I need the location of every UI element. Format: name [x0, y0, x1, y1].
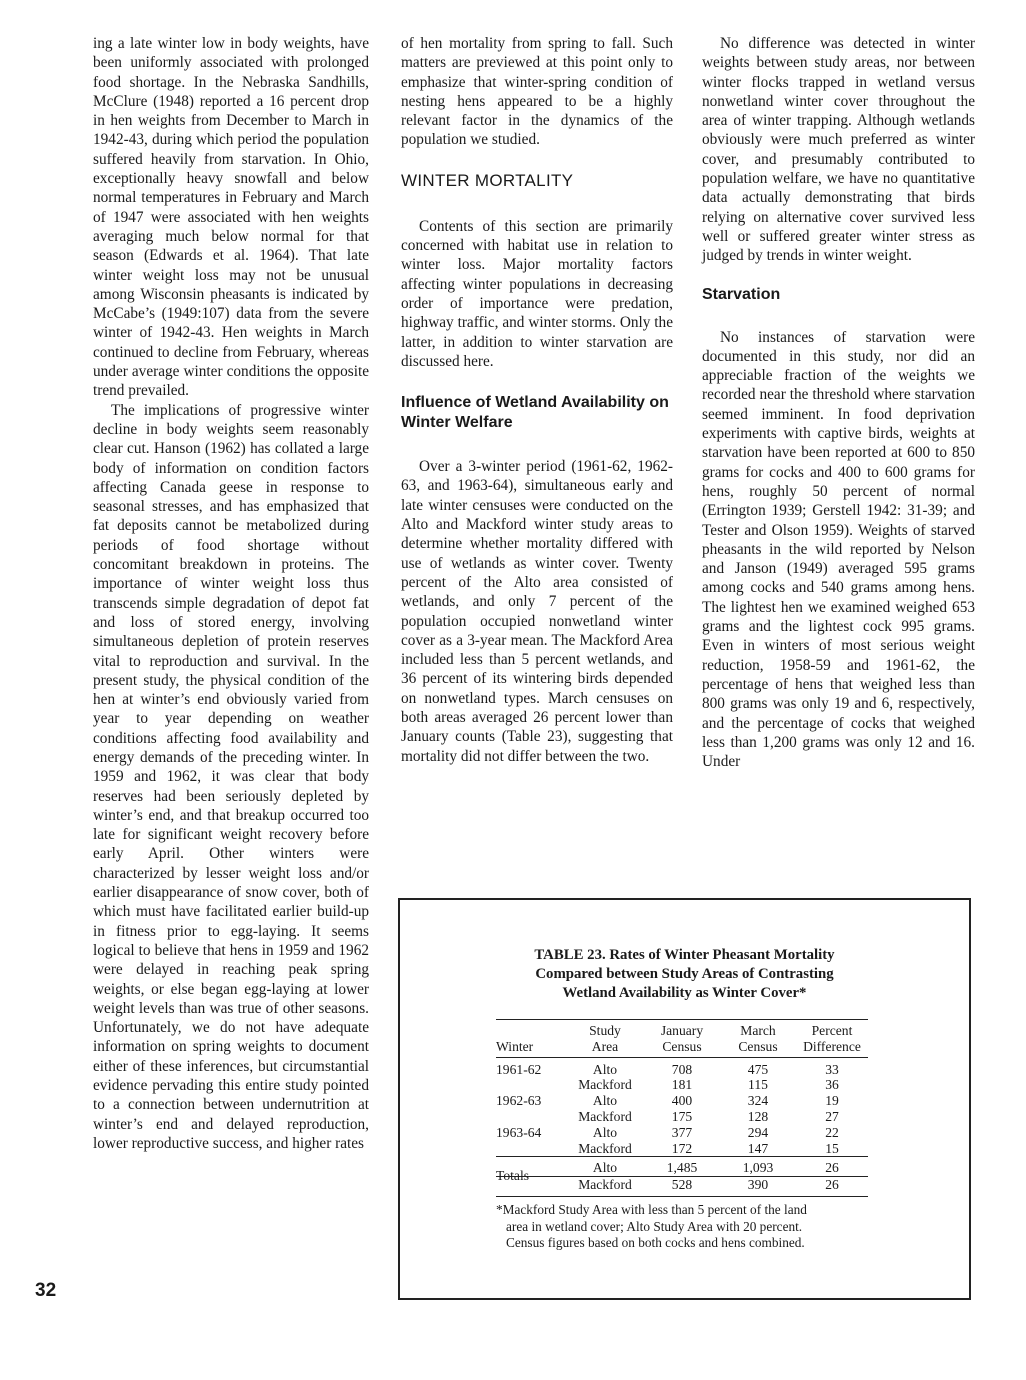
page-number: 32 — [35, 1280, 57, 1301]
cell-january: 528 — [671, 1177, 693, 1193]
totals-label: Totals — [496, 1168, 530, 1184]
table-row — [496, 1141, 868, 1157]
cell-january: 708 — [671, 1061, 693, 1077]
paragraph: No instances of starvation were documented in this study, nor did an appreciable fraction of the weights we recorded near the threshold where starvation seemed imminent. In food deprivation experiments with captive birds, weights at starvation have been reported at 600 to 850 grams for cocks and 400 to 600 grams for hens, roughly 50 percent of normal (Errington 1939; Gerstell 1942: 31-39; and Tester and Olson 1959). Weights of starved pheasants in the wild reported by Nelson and Janson (1949) averaged 595 grams among cocks and 540 grams among hens. The lightest hen we examined weighed 653 grams and the lightest cock 995 grams. Even in winters of most serious weight reduction, 1958-59 and 1961-62, the percentage of hens that weighed less than 800 grams was only 19 and 6, respectively, and the percentage of cocks that weighed less than 1,200 grams was only 12 and 16. Under — [702, 328, 975, 771]
cell-march: 147 — [747, 1140, 769, 1156]
table-row — [496, 1093, 868, 1109]
text-column-left — [93, 34, 369, 1153]
subsection-heading: Starvation — [702, 285, 781, 303]
cell-january: 181 — [671, 1077, 693, 1093]
paragraph: Contents of this section are primarily concerned with habitat use in relation to winter loss. Major mortality factors affecting winter populations in decreasing order of importance were predation, highway traffic, and winter storms. Only the latter, in addition to winter starvation are discussed here. — [401, 217, 673, 370]
cell-winter: 1961-62 — [496, 1061, 542, 1077]
table-footnote — [496, 1202, 868, 1252]
cell-march: 390 — [747, 1177, 769, 1193]
header-march-census: March Census — [738, 1023, 778, 1054]
header-january-census: January Census — [660, 1023, 704, 1054]
cell-winter: 1963-64 — [496, 1124, 542, 1140]
paragraph: Over a 3-winter period (1961-62, 1962-63, and 1963-64), simultaneous early and late winter censuses were conducted on the Alto and Mackford winter study areas to determine whether mortality differed with use of wetlands as winter cover. Twenty percent of the Alto area consisted of wetlands, and only 7 percent of the population occupied nonwetland winter cover as a 3-year mean. The Mackford Area included less than 5 percent wetlands, and 36 percent of its wintering birds depended on nonwetland types. March censuses on both areas averaged 26 percent lower than January counts (Table 23), suggesting that mortality did not differ between the two. — [401, 458, 673, 765]
table-row — [496, 1057, 868, 1077]
cell-percent: 27 — [825, 1108, 839, 1124]
text-column-right — [702, 34, 975, 771]
cell-march: 1,093 — [742, 1160, 774, 1176]
cell-march: 324 — [747, 1093, 769, 1109]
paragraph: The implications of progressive winter decline in body weights seem reasonably clear cut. Hanson (1962) has collated a large body of information on condition factors affecting Canada geese in response to seasonal stresses, and has emphasized that fat deposits cannot be metabolized during periods of food shortage without concomitant breakdown in proteins. The importance of winter weight loss thus transcends simple degradation of depot fat and loss of stored energy, involving simultaneous depletion of protein reserves vital to reproduction and survival. In the present study, the physical condition of the hen at winter’s end obviously varied from year to year depending on weather conditions affecting food availability and energy demands of the preceding winter. In 1959 and 1962, it was clear that body reserves had been seriously depleted by winter’s end, and that breakup occurred too late for significant weight recovery before early April. Other winters were characterized by lesser weight loss and/or earlier disappearance of snow cover, both of which must have facilitated earlier build-up in fitness prior to egg-laying. It seems logical to believe that hens in 1959 and 1962 were delayed in reaching peak spring weights, or else began egg-laying at lower weight levels than was true of other seasons. Unfortunately, we do not have adequate information on spring weights to document either of these inferences, but circumstantial evidence pervading this entire study pointed to a connection between undernutrition at winter’s end and delayed reproduction, lower reproductive success, and higher rates — [93, 401, 369, 1152]
cell-percent: 19 — [825, 1093, 839, 1109]
paragraph: ing a late winter low in body weights, have been uniformly associated with prolonged food shortage. In the Nebraska Sandhills, McClure (1948) reported a 16 percent drop in hen weights from December to March in 1942-43, during which period the population suffered heavily from starvation. In Ohio, exceptionally heavy snowfall and below normal temperatures in February and March of 1947 were associated with hen weights averaging much below normal for that season (Edwards et al. 1964). That late winter weight loss may not be unusual among Wisconsin pheasants is indicated by McCabe’s (1949:107) data from the severe winter of 1942-43. Hen weights in March continued to decline from February, whereas under average winter conditions the opposite trend prevailed. — [93, 35, 369, 400]
cell-march: 294 — [747, 1124, 769, 1140]
cell-january: 377 — [671, 1124, 693, 1140]
cell-area: Alto — [592, 1160, 618, 1176]
paragraph: No difference was detected in winter weights between study areas, nor between winter flocks trapped in wetland versus nonwetland winter cover throughout the area of winter trapping. Although wetlands obviously were much preferred as winter cover, and presumably contributed to population welfare, we have no quantitative data actually demonstrating that birds relying on alternative cover survived less well or suffered greater winter stress as judged by trends in winter weight. — [702, 35, 975, 265]
cell-march: 128 — [747, 1108, 769, 1124]
cell-area: Mackford — [578, 1140, 632, 1156]
cell-percent: 36 — [825, 1077, 839, 1093]
mortality-table — [496, 1019, 868, 1197]
subsection-heading: Influence of Wetland Availability on Winter Welfare — [401, 394, 669, 432]
cell-percent: 33 — [825, 1061, 839, 1077]
cell-january: 172 — [671, 1140, 693, 1156]
table-title-line: Wetland Availability as Winter Cover* — [562, 985, 807, 1001]
cell-winter — [496, 1168, 566, 1197]
cell-winter — [496, 1141, 566, 1157]
cell-area: Mackford — [578, 1077, 632, 1093]
header-study-area: Study Area — [589, 1023, 621, 1054]
cell-area: Mackford — [578, 1108, 632, 1124]
table-row — [496, 1109, 868, 1125]
table-header-row — [496, 1020, 868, 1058]
totals-row — [496, 1157, 868, 1177]
cell-march: 115 — [748, 1077, 768, 1093]
cell-march: 475 — [747, 1061, 769, 1077]
footnote-line: area in wetland cover; Alto Study Area with 20 percent. — [506, 1218, 803, 1234]
cell-percent: 26 — [825, 1160, 839, 1176]
table-box — [398, 898, 971, 1300]
table-title-line: TABLE 23. Rates of Winter Pheasant Mortality — [534, 947, 835, 963]
paragraph: of hen mortality from spring to fall. Such matters are previewed at this point only to emphasize that winter-spring condition of nesting hens appeared to be a highly relevant factor in the dynamics of the population we studied. — [401, 35, 673, 149]
cell-winter: 1962-63 — [496, 1093, 542, 1109]
cell-area: Mackford — [578, 1177, 632, 1193]
header-winter: Winter — [496, 1038, 534, 1054]
text-column-middle — [401, 34, 673, 766]
footnote-line: Census figures based on both cocks and hens combined. — [506, 1235, 805, 1250]
cell-percent: 26 — [825, 1177, 839, 1193]
cell-january: 1,485 — [666, 1160, 698, 1176]
header-percent-difference: Percent Difference — [803, 1023, 861, 1054]
cell-winter — [496, 1109, 566, 1125]
cell-area: Alto — [592, 1061, 618, 1077]
cell-percent: 22 — [825, 1124, 839, 1140]
cell-area: Alto — [592, 1124, 618, 1140]
table-row — [496, 1125, 868, 1141]
footnote-line: *Mackford Study Area with less than 5 percent of the land — [496, 1202, 807, 1217]
cell-winter — [496, 1077, 566, 1093]
cell-area: Alto — [592, 1093, 618, 1109]
cell-january: 400 — [671, 1093, 693, 1109]
section-heading: WINTER MORTALITY — [401, 170, 574, 190]
cell-january: 175 — [671, 1108, 693, 1124]
cell-percent: 15 — [825, 1140, 839, 1156]
table-title — [400, 946, 969, 1003]
table-title-line: Compared between Study Areas of Contrasting — [535, 966, 834, 982]
table-row — [496, 1077, 868, 1093]
totals-row — [496, 1177, 868, 1197]
